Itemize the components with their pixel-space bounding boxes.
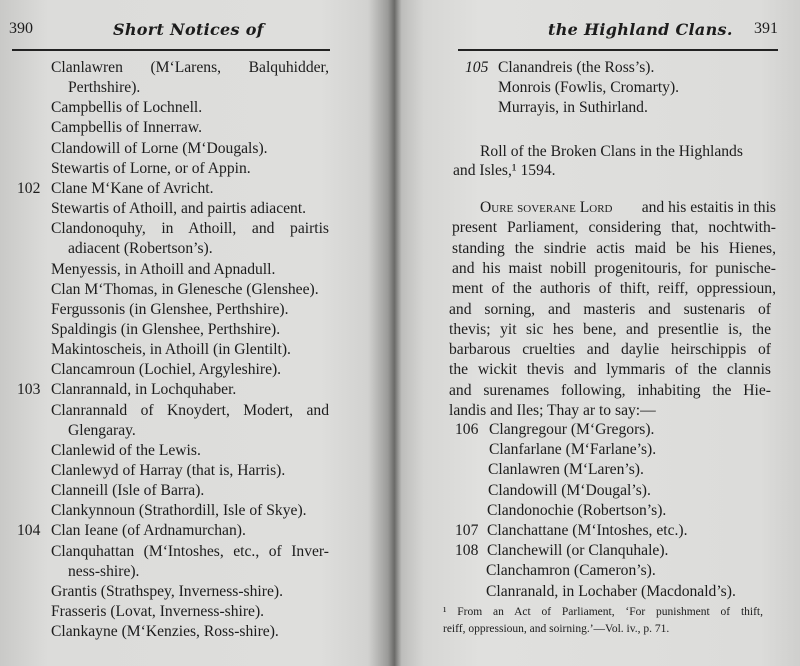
clan-entry: Clan M‘Thomas, in Glenesche (Glenshee). [51, 280, 319, 298]
clan-entry: Clandowill of Lorne (M‘Dougals). [51, 139, 268, 157]
paragraph-line: standing the sindrie actis maid be his Hienes, [452, 239, 776, 257]
paragraph-line: and his maist nobill progenitouris, for punische- [452, 259, 776, 277]
clan-entry: Clandowill (M‘Dougal’s). [488, 481, 651, 499]
clan-entry: Clancamroun (Lochiel, Argyleshire). [51, 361, 282, 379]
clan-entry: Clanrannald, in Lochquhaber. [51, 381, 237, 399]
clan-entry: Stewartis of Athoill, and pairtis adiacent. [51, 200, 307, 218]
paragraph-line: present Parliament, considering that, nochtwith- [452, 219, 776, 237]
clan-entry: Clanlawren (M‘Laren’s). [488, 461, 644, 479]
clan-entry: Clanranald, in Lochaber (Macdonald’s). [486, 582, 736, 600]
clan-entry: Fergussonis (in Glenshee, Perthshire). [51, 300, 289, 318]
clan-entry: Clandonoquhy, in Athoill, and pairtis [51, 220, 329, 238]
paragraph-line: ment of the authoris of thift, reiff, oppressioun, [452, 280, 776, 298]
entry-number: 108 [455, 542, 479, 560]
clan-entry: Makintoscheis, in Athoill (in Glentilt). [51, 341, 291, 359]
clan-entry: Clangregour (M‘Gregors). [489, 421, 655, 438]
paragraph-text: and his estaitis in this [641, 199, 776, 216]
clan-entry: Clanchewill (or Clanquhale). [487, 542, 669, 560]
entry-number: 103 [17, 381, 41, 399]
section-heading-line: and Isles,¹ 1594. [453, 162, 556, 179]
header-rule [12, 49, 330, 51]
clan-entry: Stewartis of Lorne, or of Appin. [51, 159, 251, 177]
clan-entry: Campbellis of Lochnell. [51, 99, 203, 117]
entry-number: 106 [455, 421, 479, 438]
clan-entry: Clanlewid of the Lewis. [51, 441, 201, 459]
entry-number: 104 [17, 522, 41, 540]
paragraph-line: and surenames following, inhabiting the Hie- [449, 381, 771, 399]
clan-entry: Clanfarlane (M‘Farlane’s). [489, 441, 657, 459]
clan-entry: Murrayis, in Suthirland. [498, 99, 648, 117]
clan-entry: Grantis (Strathspey, Inverness-shire). [51, 582, 283, 600]
clan-entry: Clankayne (M‘Kenzies, Ross-shire). [51, 623, 279, 641]
paragraph-line: the wickit thevis and lymmaris of the clannis [449, 361, 771, 379]
clan-entry: Perthshire). [68, 79, 141, 97]
clan-entry: Monrois (Fowlis, Cromarty). [498, 79, 680, 97]
clan-entry: Clanchamron (Cameron’s). [486, 562, 656, 580]
smallcaps-opening: Oure soverane Lord [480, 199, 613, 216]
footnote-line: ¹ From an Act of Parliament, ‘For punishment of thift, [443, 606, 763, 618]
clan-entry: Clankynnoun (Strathordill, Isle of Skye). [51, 502, 307, 520]
clan-entry: Clanneill (Isle of Barra). [51, 482, 205, 500]
footnote-line: reiff, oppressioun, and soirning.’—Vol. iv., p. 71. [443, 623, 670, 635]
clan-entry: Frasseris (Lovat, Inverness-shire). [51, 603, 265, 621]
clan-entry: Clane M‘Kane of Avricht. [51, 179, 214, 197]
clan-entry: Campbellis of Innerraw. [51, 119, 202, 137]
right-page [400, 0, 800, 666]
paragraph-line: landis and Iles; Thay ar to say:— [449, 402, 656, 419]
entry-number: 105 [465, 59, 489, 76]
clan-entry: Clanlewyd of Harray (that is, Harris). [51, 462, 286, 479]
section-heading-line: Roll of the Broken Clans in the Highlands [480, 143, 743, 160]
clan-entry: Clandonochie (Robertson’s). [487, 501, 667, 519]
running-head: the Highland Clans. [548, 20, 733, 39]
clan-entry: Glengaray. [68, 421, 136, 439]
left-page [0, 0, 395, 666]
clan-entry: Menyessis, in Athoill and Apnadull. [51, 260, 276, 278]
clan-entry: Clanchattane (M‘Intoshes, etc.). [487, 522, 688, 539]
paragraph-line: barbarous cruelties and daylie heirschippis of [449, 341, 771, 359]
running-head: Short Notices of [113, 20, 264, 39]
paragraph-line [480, 198, 776, 218]
header-rule [458, 49, 778, 51]
clan-entry: Clanquhattan (M‘Intoshes, etc., of Inver- [51, 542, 329, 560]
clan-entry: Clanrannald of Knoydert, Modert, and [51, 401, 329, 419]
paragraph-line: and sorning, and masteris and sustenaris of [449, 300, 771, 318]
clan-entry: Clan Ieane (of Ardnamurchan). [51, 522, 246, 540]
clan-entry: Clanlawren (M‘Larens, Balquhidder, [51, 59, 329, 76]
clan-entry: Clanandreis (the Ross’s). [498, 59, 655, 76]
clan-entry: adiacent (Robertson’s). [68, 240, 213, 258]
page-number: 391 [754, 20, 778, 37]
page-number: 390 [9, 20, 33, 37]
entry-number: 102 [17, 179, 41, 197]
entry-number: 107 [455, 522, 479, 539]
clan-entry: ness-shire). [68, 562, 140, 580]
clan-entry: Spaldingis (in Glenshee, Perthshire). [51, 320, 281, 338]
paragraph-line: thevis; yit sic hes bene, and presentlie is, the [449, 320, 771, 338]
